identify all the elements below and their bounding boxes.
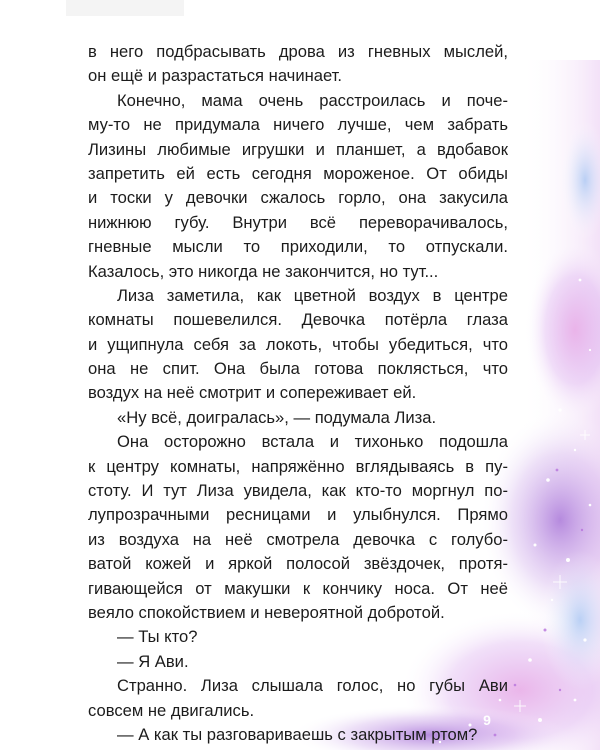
text-line: совсем не двигались. (88, 700, 255, 720)
text-line: — Ты кто? (117, 627, 198, 647)
text-line: веяло спокойствием и невероятной добротой. (88, 602, 445, 622)
page-number: 9 (483, 712, 491, 728)
text-line: он ещё и разрастаться начинает. (88, 66, 343, 86)
text-line: и ущипнула себя за локоть, чтобы убедиться, что (88, 334, 508, 354)
text-line: Конечно, мама очень расстроилась и поче- (117, 90, 508, 110)
body-text (88, 40, 508, 747)
text-line: Лиза заметила, как цветной воздух в центре (117, 285, 508, 305)
text-line: к центру комнаты, напряжённо вглядываясь в пу- (88, 456, 508, 476)
text-line: из воздуха на неё смотрела девочка с голубо- (88, 529, 508, 549)
text-line: гивающейся от макушки к кончику носа. От неё (88, 578, 508, 598)
text-line: она не спит. Она была готова поклясться, что (88, 359, 508, 379)
text-line: — Я Ави. (117, 651, 189, 671)
text-line: Она осторожно встала и тихонько подошла (117, 432, 508, 452)
text-line: — А как ты разговариваешь с закрытым ртом? (117, 724, 478, 744)
text-line: стоту. И тут Лиза увидела, как кто-то моргнул по- (88, 481, 508, 501)
text-line: «Ну всё, доигралась», — подумала Лиза. (117, 407, 437, 427)
corner-tab (66, 0, 184, 16)
text-line: нижнюю губу. Внутри всё переворачивалось, (88, 212, 508, 232)
text-line: Казалось, это никогда не закончится, но тут... (88, 261, 439, 281)
text-line: комнаты пошевелился. Девочка потёрла глаза (88, 310, 508, 330)
text-line: му-то не придумала ничего лучше, чем забрать (88, 115, 508, 135)
text-line: Лизины любимые игрушки и планшет, а вдобавок (88, 139, 508, 159)
text-line: воздух на неё смотрит и сопереживает ей. (88, 383, 417, 403)
text-line: ватой кожей и яркой полосой звёздочек, протя- (88, 554, 508, 574)
text-line: в него подбрасывать дрова из гневных мыслей, (88, 42, 508, 61)
text-line: гневные мысли то приходили, то отпускали. (88, 237, 508, 257)
text-line: и тоски у девочки сжалось горло, она закусила (88, 188, 508, 208)
text-line: запретить ей есть сегодня мороженое. От обиды (88, 163, 508, 183)
text-line: лупрозрачными ресницами и улыбнулся. Прямо (88, 505, 508, 525)
text-line: Странно. Лиза слышала голос, но губы Ави (117, 676, 508, 696)
